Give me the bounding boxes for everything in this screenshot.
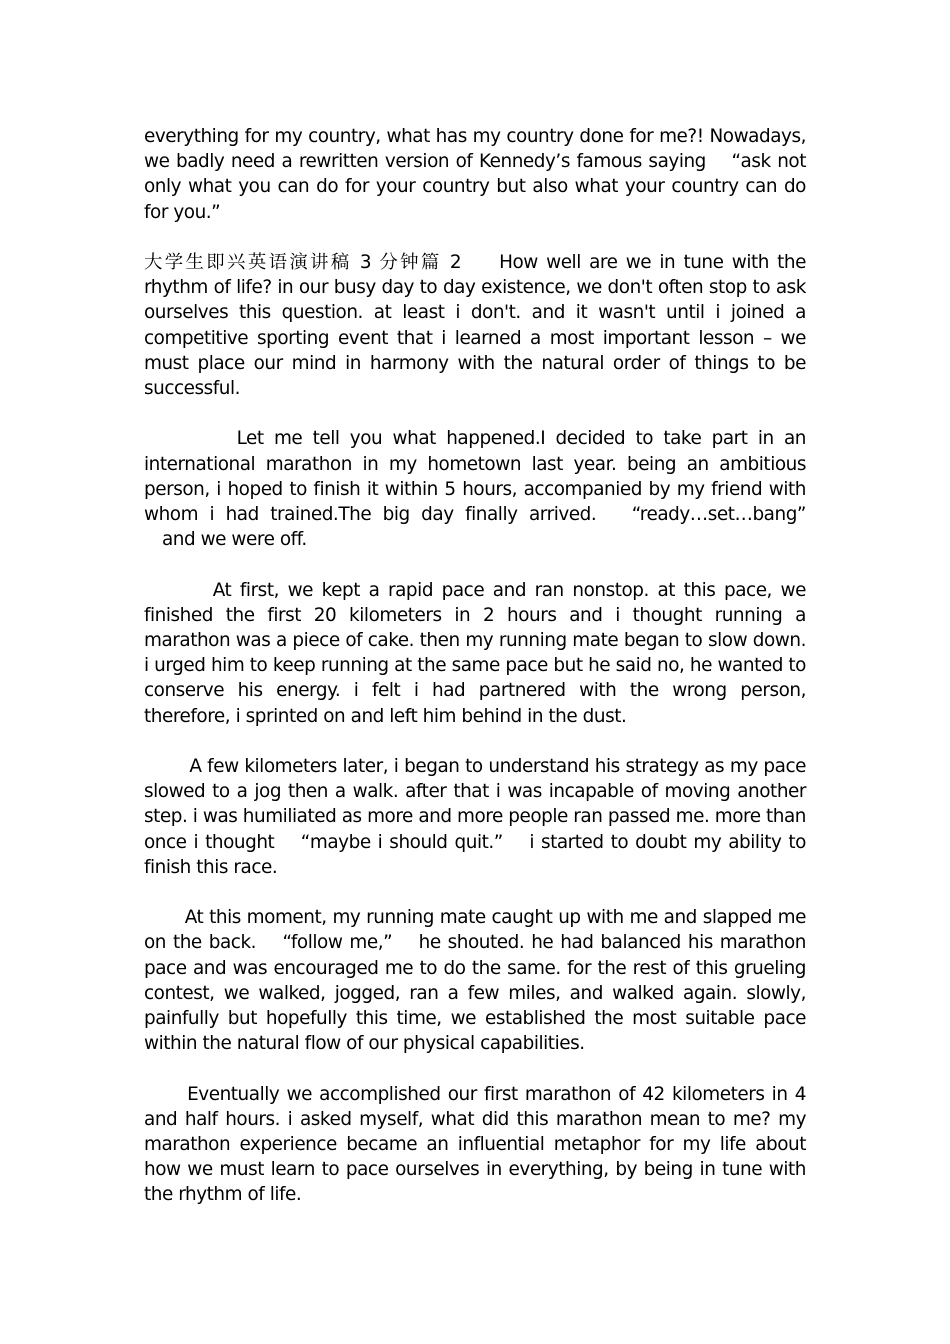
paragraph-5 (144, 754, 806, 880)
paragraph-indent (144, 907, 185, 928)
document-page (144, 124, 806, 1233)
paragraph-indent (144, 428, 237, 449)
paragraph-1 (144, 124, 806, 225)
paragraph-6 (144, 905, 806, 1056)
paragraph-2 (144, 250, 806, 401)
paragraph-7 (144, 1082, 806, 1208)
paragraph-indent (144, 1084, 187, 1105)
paragraph-indent (144, 580, 213, 601)
paragraph-text: everything for my country, what has my country done for me?! Nowadays, we badly need a rewritten version of Kennedy’s famous saying “ask not only what you can do for your country but also what your country can do for you.” (144, 126, 806, 223)
paragraph-text: At this moment, my running mate caught up with me and slapped me on the back. “follow me,” he shouted. he had balanced his marathon pace and was encouraged me to do the same. for the rest of this grueling contest, we walked, jogged, ran a few miles, and walked again. slowly, painfully but hopefully this time, we established the most suitable pace within the natural flow of our physical capabilities. (144, 907, 806, 1055)
paragraph-text: A few kilometers later, i began to understand his strategy as my pace slowed to a jog then a walk. after that i was incapable of moving another step. i was humiliated as more and more people ran passed me. more than once i thought “maybe i should quit.” i started to doubt my ability to finish this race. (144, 756, 806, 878)
paragraph-3 (144, 426, 806, 552)
paragraph-4 (144, 578, 806, 729)
paragraph-text: Let me tell you what happened.I decided to take part in an international marathon in my hometown last year. being an ambitious person, i hoped to finish it within 5 hours, accompanied by my friend with whom i had trained.The big day finally arrived. “ready…set…bang” and we were off. (144, 428, 806, 551)
paragraph-text: How well are we in tune with the rhythm of life? in our busy day to day existence, we don't often stop to ask ourselves this question. at least i don't. and it wasn't until i joined a competitive sporting event that i learned a most important lesson – we must place our mind in harmony with the natural order of things to be successful. (144, 252, 806, 400)
section-heading: 大学生即兴英语演讲稿 3 分钟篇 2 (144, 252, 462, 273)
paragraph-text: At first, we kept a rapid pace and ran nonstop. at this pace, we finished the first 20 kilometers in 2 hours and i thought running a marathon was a piece of cake. then my running mate began to slow down. i urged him to keep running at the same pace but he said no, he wanted to conserve his energy. i felt i had partnered with the wrong person, therefore, i sprinted on and left him behind in the dust. (144, 579, 807, 727)
paragraph-text: Eventually we accomplished our first marathon of 42 kilometers in 4 and half hours. i asked myself, what did this marathon mean to me? my marathon experience became an influential metaphor for my life about how we must learn to pace ourselves in everything, by being in tune with the rhythm of life. (144, 1083, 806, 1206)
paragraph-indent (144, 756, 189, 777)
